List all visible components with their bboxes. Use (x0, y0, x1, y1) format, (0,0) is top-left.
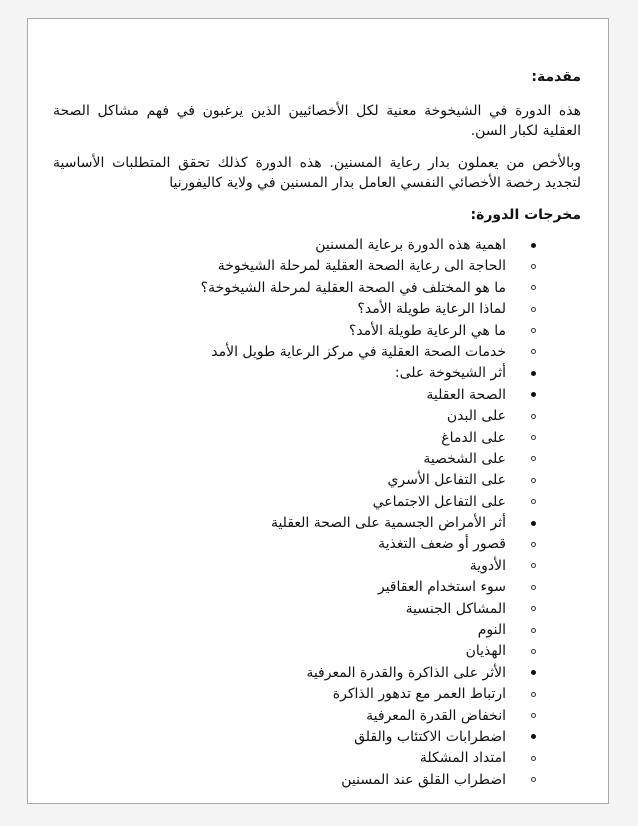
circle-bullet-icon (528, 428, 538, 449)
list-item (53, 599, 581, 620)
list-item-text: الهذيان (465, 643, 506, 660)
list-item (53, 385, 581, 406)
list-item (53, 342, 581, 363)
list-item (53, 577, 581, 598)
list-item (53, 513, 581, 534)
list-item-text: انخفاض القدرة المعرفية (366, 707, 506, 724)
list-item-text: سوء استخدام العقاقير (377, 579, 506, 596)
list-item (53, 748, 581, 769)
circle-bullet-icon (528, 278, 538, 299)
circle-bullet-icon (528, 321, 538, 342)
circle-bullet-icon (528, 342, 538, 363)
document-content (53, 67, 581, 791)
circle-bullet-icon (528, 748, 538, 769)
list-item-text: على التفاعل الاجتماعي (372, 493, 506, 510)
circle-bullet-icon (528, 449, 538, 470)
list-item-text: خدمات الصحة العقلية في مركز الرعاية طويل الأمد (211, 343, 506, 360)
list-item-text: على التفاعل الأسري (387, 472, 506, 489)
intro-paragraph-2: وبالأخص من يعملون بدار رعاية المسنين. هذه الدورة كذلك تحقق المتطلبات الأساسية لتجديد رخصة الأخصائي النفسي العامل بدار المسنين في ولاية كاليفورنيا (53, 155, 581, 191)
list-item (53, 406, 581, 427)
list-item (53, 727, 581, 748)
list-item-text: على البدن (446, 408, 506, 425)
list-item-text: الحاجة الى رعاية الصحة العقلية لمرحلة الشيخوخة (217, 258, 506, 275)
document-page (27, 18, 609, 804)
list-item (53, 449, 581, 470)
list-item-text: النوم (477, 622, 506, 639)
list-item (53, 663, 581, 684)
list-item (53, 620, 581, 641)
list-item-text: ما هو المختلف في الصحة العقلية لمرحلة الشيخوخة؟ (200, 279, 506, 296)
list-item (53, 321, 581, 342)
list-item-text: على الدماغ (441, 429, 506, 446)
list-item-text: ما هي الرعاية طويلة الأمد؟ (348, 322, 506, 339)
list-item (53, 684, 581, 705)
list-item-text: أثر الأمراض الجسمية على الصحة العقلية (270, 515, 506, 532)
list-item (53, 492, 581, 513)
list-item (53, 235, 581, 256)
bullet-icon (528, 663, 538, 684)
list-item-text: قصور أو ضعف التغذية (378, 536, 506, 553)
outcomes-heading: مخرجات الدورة: (470, 207, 581, 223)
bullet-icon (528, 235, 538, 256)
intro-paragraph-1: هذه الدورة في الشيخوخة معنية لكل الأخصائيين الذين يرغبون في فهم مشاكل الصحة العقلية لكبار السن. (53, 103, 581, 139)
list-item (53, 556, 581, 577)
circle-bullet-icon (528, 620, 538, 641)
intro-heading: مقدمة: (531, 69, 581, 85)
list-item-text: لماذا الرعاية طويلة الأمد؟ (357, 301, 506, 318)
list-item (53, 428, 581, 449)
list-item-text: أثر الشيخوخة على: (394, 365, 506, 382)
bullet-icon (528, 727, 538, 748)
bullet-icon (528, 363, 538, 384)
circle-bullet-icon (528, 641, 538, 662)
circle-bullet-icon (528, 770, 538, 791)
list-item-text: الأثر على الذاكرة والقدرة المعرفية (306, 664, 506, 681)
bullet-icon (528, 513, 538, 534)
circle-bullet-icon (528, 599, 538, 620)
list-item-text: الأدوية (469, 557, 506, 574)
list-item (53, 256, 581, 277)
list-item (53, 534, 581, 555)
list-item-text: ارتباط العمر مع تدهور الذاكرة (332, 686, 506, 703)
list-item (53, 641, 581, 662)
circle-bullet-icon (528, 556, 538, 577)
circle-bullet-icon (528, 406, 538, 427)
circle-bullet-icon (528, 492, 538, 513)
circle-bullet-icon (528, 299, 538, 320)
circle-bullet-icon (528, 534, 538, 555)
list-item-text: على الشخصية (423, 450, 506, 467)
list-item-text: اضطراب القلق عند المسنين (341, 771, 506, 788)
circle-bullet-icon (528, 684, 538, 705)
list-item-text: المشاكل الجنسية (405, 600, 506, 617)
list-item (53, 706, 581, 727)
list-item (53, 363, 581, 384)
circle-bullet-icon (528, 577, 538, 598)
bullet-icon (528, 385, 538, 406)
list-item-text: الصحة العقلية (426, 386, 506, 403)
list-item-text: اهمية هذه الدورة برعاية المسنين (315, 237, 506, 253)
outcomes-list (53, 235, 581, 791)
list-item-text: امتداد المشكلة (419, 750, 506, 767)
list-item (53, 470, 581, 491)
list-item (53, 299, 581, 320)
circle-bullet-icon (528, 706, 538, 727)
circle-bullet-icon (528, 256, 538, 277)
circle-bullet-icon (528, 470, 538, 491)
list-item (53, 770, 581, 791)
list-item-text: اضطرابات الاكتئاب والقلق (354, 728, 506, 745)
list-item (53, 278, 581, 299)
